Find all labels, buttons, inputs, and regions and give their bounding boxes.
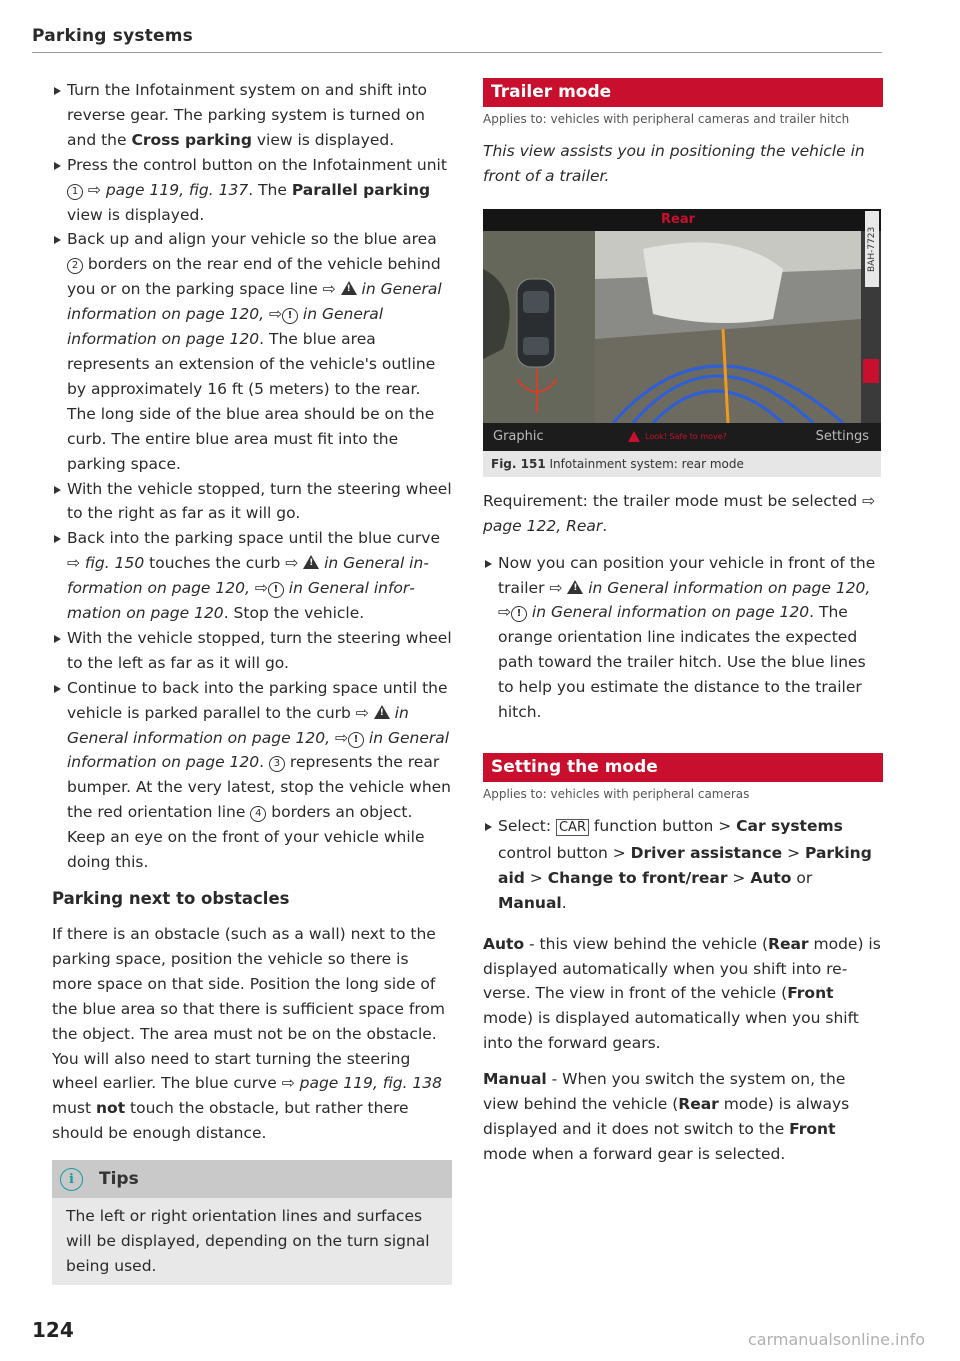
safety-message: Look! Safe to move? [645,431,727,441]
watermark: carmanualsonline.info [748,1330,926,1349]
callout-4: 4 [250,806,266,822]
figure-caption: Fig. 151 Infotainment system: rear mode [483,451,881,477]
right-column [483,78,883,1167]
section-heading-trailer: Trailer mode [483,78,883,107]
tips-box [52,1160,452,1285]
warning-icon [341,281,357,295]
manual-paragraph: Manual - When you switch the system on, the view behind the vehicle (Rear mode) is always displayed and it does not switch to the Front mode when a forward gear is selected. [483,1070,850,1163]
car-button-label: CAR [556,819,589,836]
step-bullet: Select: CAR function button > Car systems control button > Driver assistance > Parking aid > Change to front/rear > Auto or Manual. [483,814,883,916]
page-ref-link[interactable]: in General information on page 120, [67,703,409,747]
callout-3: 3 [269,756,285,772]
note-icon: ! [348,732,364,748]
page-ref-link[interactable]: in General information on page 120 [527,603,810,622]
requirement-text: Requirement: the trailer mode must be selected ⇨ page 122, Rear. [483,491,876,535]
note-icon: ! [511,606,527,622]
applies-to: Applies to: vehicles with peripheral cameras and trailer hitch [483,112,850,126]
callout-1: 1 [67,184,83,200]
warning-icon [374,705,390,719]
warning-icon [567,580,583,594]
note-icon: ! [268,582,284,598]
step-bullet: Back up and align your vehicle so the blue area 2 borders on the rear end of the vehicle behind you or on the parking space line ⇨ ! in General information on page 120, ⇨ ! in General information on page 120. The blue area represents an extension of the vehicle's outline by approximately 16 ft (5 meters) to the rear. The long side of the blue area should be on the curb. The entire blue area must fit into the parking space. [52,227,452,476]
page-ref-link[interactable]: in General information on page 120 [67,305,384,349]
step-bullet: Now you can position your vehicle in front of the trailer ⇨ ! in General information on page 120, ⇨ ! in General information on page 120. The orange orientation line indicates the expected path toward the trailer hitch. Use the blue lines to help you estimate the distance to the trailer hitch. [483,551,883,725]
page-ref-link[interactable]: in General information on page 120 [67,728,450,772]
page-ref-link[interactable]: in General information on page 120 [67,579,415,623]
page-number: 124 [32,1318,74,1342]
page-ref-link[interactable]: ⇨ page 119, fig. 138 [281,1074,443,1093]
step-bullet: With the vehicle stopped, turn the steering wheel to the left as far as it will go. [52,626,452,676]
step-bullet: Continue to back into the parking space until the vehicle is parked parallel to the curb ⇨ ! in General information on page 120, ⇨ ! in General information on page 120. 3 represents the rear bumper. At the very latest, stop the vehicle when the red orientation line 4 borders an object. Keep an eye on the front of your vehicle while doing this. [52,676,452,875]
figure-code: BAH-7723 [865,211,879,287]
infotainment-screen [483,209,881,451]
page-ref-link[interactable]: ⇨ page 122, Rear [483,491,876,535]
intro-text: This view assists you in positioning the vehicle in front of a trailer. [483,142,865,185]
step-bullet: Press the control button on the Infotainment unit 1 ⇨ page 119, fig. 137. The Parallel parking view is displayed. [52,153,452,228]
camera-view [483,209,881,451]
fig-ref-link[interactable]: ⇨ fig. 150 [67,554,145,573]
tips-body: The left or right orientation lines and surfaces will be displayed, depending on the turn signal being used. [66,1207,430,1275]
obstacles-paragraph: If there is an obstacle (such as a wall) next to the parking space, position the vehicle so there is more space on that side. Position the long side of the blue area so that there is sufficient space from the object. The area must not be on the obstacle. You will also need to start turning the steering wheel earlier. The blue curve ⇨ page 119, fig. 138 must not touch the obstacle, but rather there should be enough distance. [52,925,445,1143]
step-bullet: With the vehicle stopped, turn the steering wheel to the right as far as it will go. [52,477,452,527]
applies-to: Applies to: vehicles with peripheral cameras [483,786,750,801]
header-rule [32,52,882,53]
tips-title: Tips [99,1169,139,1190]
step-bullet: Turn the Infotainment system on and shift into reverse gear. The parking system is turned on and the Cross parking view is displayed. [52,78,452,153]
page-ref-link[interactable]: in General information on page 120, [67,280,442,324]
page-ref-link[interactable]: in General information on page 120, [583,578,871,597]
section-subheading: Parking next to obstacles [52,889,290,908]
section-heading-setting: Setting the mode [483,753,883,782]
note-icon: ! [282,308,298,324]
page-ref-link[interactable]: in General information on page 120, [67,554,429,598]
callout-2: 2 [67,258,83,274]
graphic-softkey[interactable]: Graphic [493,428,544,444]
settings-softkey[interactable]: Settings [815,428,869,444]
running-header: Parking systems [32,26,193,46]
info-icon: i [60,1168,83,1191]
auto-paragraph: Auto - this view behind the vehicle (Rear mode) is displayed automatically when you shift into reverse. The view in front of the vehicle (Front mode) is displayed automatically when you shift into the forward gears. [483,934,881,1053]
step-bullet: Back into the parking space until the blue curve ⇨ fig. 150 touches the curb ⇨ ! in General information on page 120, ⇨ ! in General information on page 120. Stop the vehicle. [52,526,452,626]
page-ref-link[interactable]: page 119, fig. 137 [105,180,249,199]
warning-icon [303,555,319,569]
tips-header [52,1160,452,1198]
screen-title: Rear [661,211,696,227]
figure-151 [483,209,881,477]
left-column [52,78,452,1285]
